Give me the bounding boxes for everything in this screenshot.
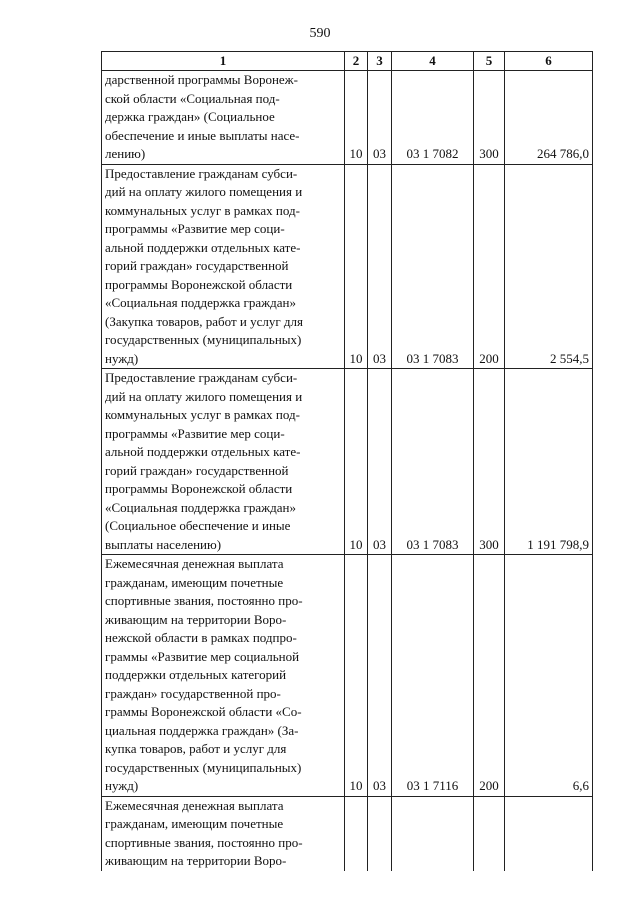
row-expense-type: [474, 796, 505, 871]
row-subsection: 03: [368, 164, 392, 369]
table-row: [102, 796, 593, 871]
table-row: [102, 164, 593, 369]
page-number: 590: [309, 26, 331, 41]
row-section: [345, 796, 368, 871]
budget-table: [101, 51, 593, 871]
row-amount: 264 786,0: [505, 71, 593, 165]
row-section: 10: [345, 369, 368, 555]
row-expense-type: 300: [474, 369, 505, 555]
header-row: [102, 52, 593, 71]
row-target-article: 03 1 7083: [392, 369, 474, 555]
row-section: 10: [345, 164, 368, 369]
header-col-3: 3: [368, 52, 392, 71]
header-col-6: 6: [505, 52, 593, 71]
row-expense-type: 300: [474, 71, 505, 165]
row-subsection: 03: [368, 369, 392, 555]
row-description: Предоставление гражданам субси- дий на оплату жилого помещения и коммунальных услуг в рамках под- программы «Развитие мер соци- альной поддержки отдельных кате- горий граждан» государственной программы Воронежской области «Социальная поддержка граждан» (Закупка товаров, работ и услуг для государственных (муниципальных) нужд): [102, 164, 345, 369]
row-amount: 2 554,5: [505, 164, 593, 369]
row-expense-type: 200: [474, 164, 505, 369]
row-subsection: 03: [368, 71, 392, 165]
table-row: [102, 369, 593, 555]
row-description: дарственной программы Воронеж- ской области «Социальная под- держка граждан» (Социальное обеспечение и иные выплаты насе- лению): [102, 71, 345, 165]
header-col-4: 4: [392, 52, 474, 71]
row-section: 10: [345, 71, 368, 165]
row-target-article: 03 1 7116: [392, 555, 474, 797]
table-row: [102, 71, 593, 165]
row-subsection: [368, 796, 392, 871]
row-description: Предоставление гражданам субси- дий на оплату жилого помещения и коммунальных услуг в рамках под- программы «Развитие мер соци- альной поддержки отдельных кате- горий граждан» государственной программы Воронежской области «Социальная поддержка граждан» (Социальное обеспечение и иные выплаты населению): [102, 369, 345, 555]
row-amount: 1 191 798,9: [505, 369, 593, 555]
header-col-1: 1: [102, 52, 345, 71]
row-description: Ежемесячная денежная выплата гражданам, имеющим почетные спортивные звания, постоянно про- живающим на территории Воро- нежской области в рамках подпро- граммы «Развитие мер социальной поддержки отдельных категорий граждан» государственной про- граммы Воронежской области «Со- циальная поддержка граждан» (За- купка товаров, работ и услуг для государственных (муниципальных) нужд): [102, 555, 345, 797]
row-expense-type: 200: [474, 555, 505, 797]
row-target-article: 03 1 7082: [392, 71, 474, 165]
row-target-article: [392, 796, 474, 871]
row-description: Ежемесячная денежная выплата гражданам, имеющим почетные спортивные звания, постоянно про- живающим на территории Воро-: [102, 796, 345, 871]
row-target-article: 03 1 7083: [392, 164, 474, 369]
header-col-2: 2: [345, 52, 368, 71]
row-amount: [505, 796, 593, 871]
row-amount: 6,6: [505, 555, 593, 797]
table-row: [102, 555, 593, 797]
row-subsection: 03: [368, 555, 392, 797]
header-col-5: 5: [474, 52, 505, 71]
row-section: 10: [345, 555, 368, 797]
